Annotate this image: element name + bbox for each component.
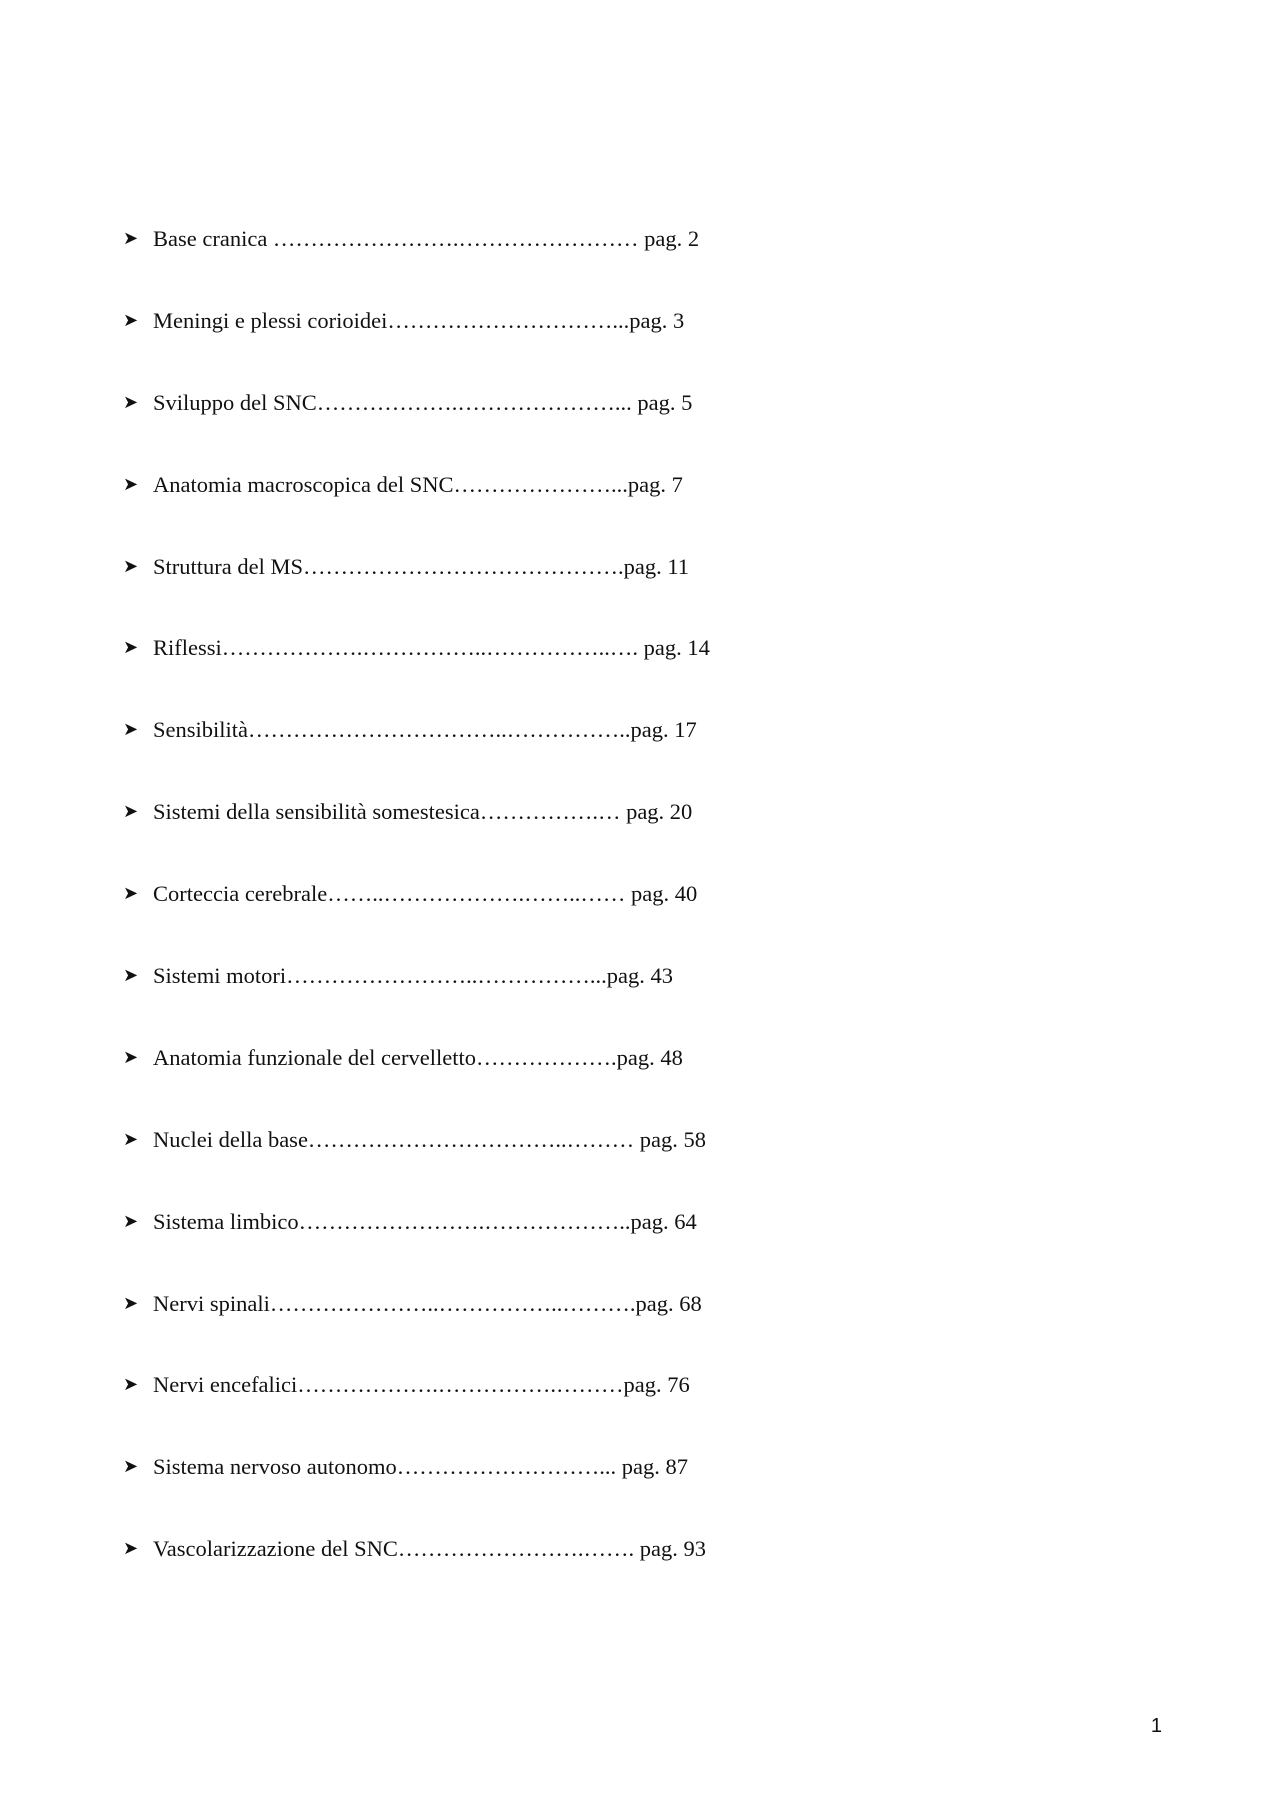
toc-entry-text: Nervi spinali…………………..……………..……….pag. 68: [153, 1290, 702, 1316]
toc-entry: [123, 1532, 710, 1614]
arrowhead-bullet-icon: ➤: [123, 965, 139, 987]
toc-entry: [123, 1368, 710, 1450]
toc-entry: [123, 795, 710, 877]
toc-entry: [123, 386, 710, 468]
arrowhead-bullet-icon: ➤: [123, 1292, 139, 1314]
arrowhead-bullet-icon: ➤: [123, 1210, 139, 1232]
toc-entry: [123, 713, 710, 795]
toc-entry: [123, 1450, 710, 1532]
toc-entry: [123, 222, 710, 304]
toc-entry: [123, 1287, 710, 1369]
toc-entry-text: Struttura del MS…………………………………….pag. 11: [153, 553, 690, 579]
arrowhead-bullet-icon: ➤: [123, 1046, 139, 1068]
toc-entry-text: Sistemi della sensibilità somestesica…………….… pag. 20: [153, 799, 693, 825]
toc-entry-text: Meningi e plessi corioidei…………………………...pag. 3: [153, 307, 685, 333]
toc-entry: [123, 877, 710, 959]
toc-entry-text: Base cranica …………………….…………………… pag. 2: [153, 226, 700, 251]
toc-entry: [123, 631, 710, 713]
toc-entry: [123, 1123, 710, 1205]
toc-entry-text: Nervi encefalici……………….…………….………pag. 76: [153, 1372, 690, 1398]
toc-entry: [123, 1205, 710, 1287]
arrowhead-bullet-icon: ➤: [123, 719, 139, 741]
toc-entry-text: Sistemi motori……………………..……………...pag. 43: [153, 963, 673, 989]
toc-entry: [123, 550, 710, 632]
toc-entry-text: Sensibilità……………………………..……………..pag. 17: [153, 717, 697, 743]
arrowhead-bullet-icon: ➤: [123, 801, 139, 823]
toc-entry-text: Nuclei della base……………………………..……… pag. 58: [153, 1126, 707, 1152]
toc-entry-text: Sviluppo del SNC……………….…………………... pag. 5: [153, 389, 693, 415]
toc-entry: [123, 304, 710, 386]
page-number: 1: [1150, 1715, 1162, 1737]
toc-entry-text: Vascolarizzazione del SNC…………………….……. pag. 93: [153, 1536, 707, 1562]
toc-entry-text: Sistema limbico…………………….………………..pag. 64: [153, 1208, 697, 1234]
arrowhead-bullet-icon: ➤: [123, 637, 139, 659]
toc-entry: [123, 959, 710, 1041]
toc-entry-text: Anatomia funzionale del cervelletto……………….pag. 48: [153, 1044, 683, 1070]
arrowhead-bullet-icon: ➤: [123, 555, 139, 577]
arrowhead-bullet-icon: ➤: [123, 1456, 139, 1478]
toc-entry-text: Corteccia cerebrale……..……………….……..…… pag. 40: [153, 881, 698, 907]
arrowhead-bullet-icon: ➤: [123, 228, 139, 249]
arrowhead-bullet-icon: ➤: [123, 309, 139, 331]
arrowhead-bullet-icon: ➤: [123, 883, 139, 905]
arrowhead-bullet-icon: ➤: [123, 473, 139, 495]
table-of-contents: [123, 222, 710, 1614]
arrowhead-bullet-icon: ➤: [123, 391, 139, 413]
toc-entry-text: Anatomia macroscopica del SNC…………………...pag. 7: [153, 471, 683, 497]
arrowhead-bullet-icon: ➤: [123, 1538, 139, 1560]
toc-entry-text: Sistema nervoso autonomo………………………... pag. 87: [153, 1454, 688, 1480]
toc-entry-text: Riflessi……………….……………..……………..…. pag. 14: [153, 635, 710, 661]
toc-entry: [123, 468, 710, 550]
toc-entry: [123, 1041, 710, 1123]
arrowhead-bullet-icon: ➤: [123, 1128, 139, 1150]
arrowhead-bullet-icon: ➤: [123, 1374, 139, 1396]
